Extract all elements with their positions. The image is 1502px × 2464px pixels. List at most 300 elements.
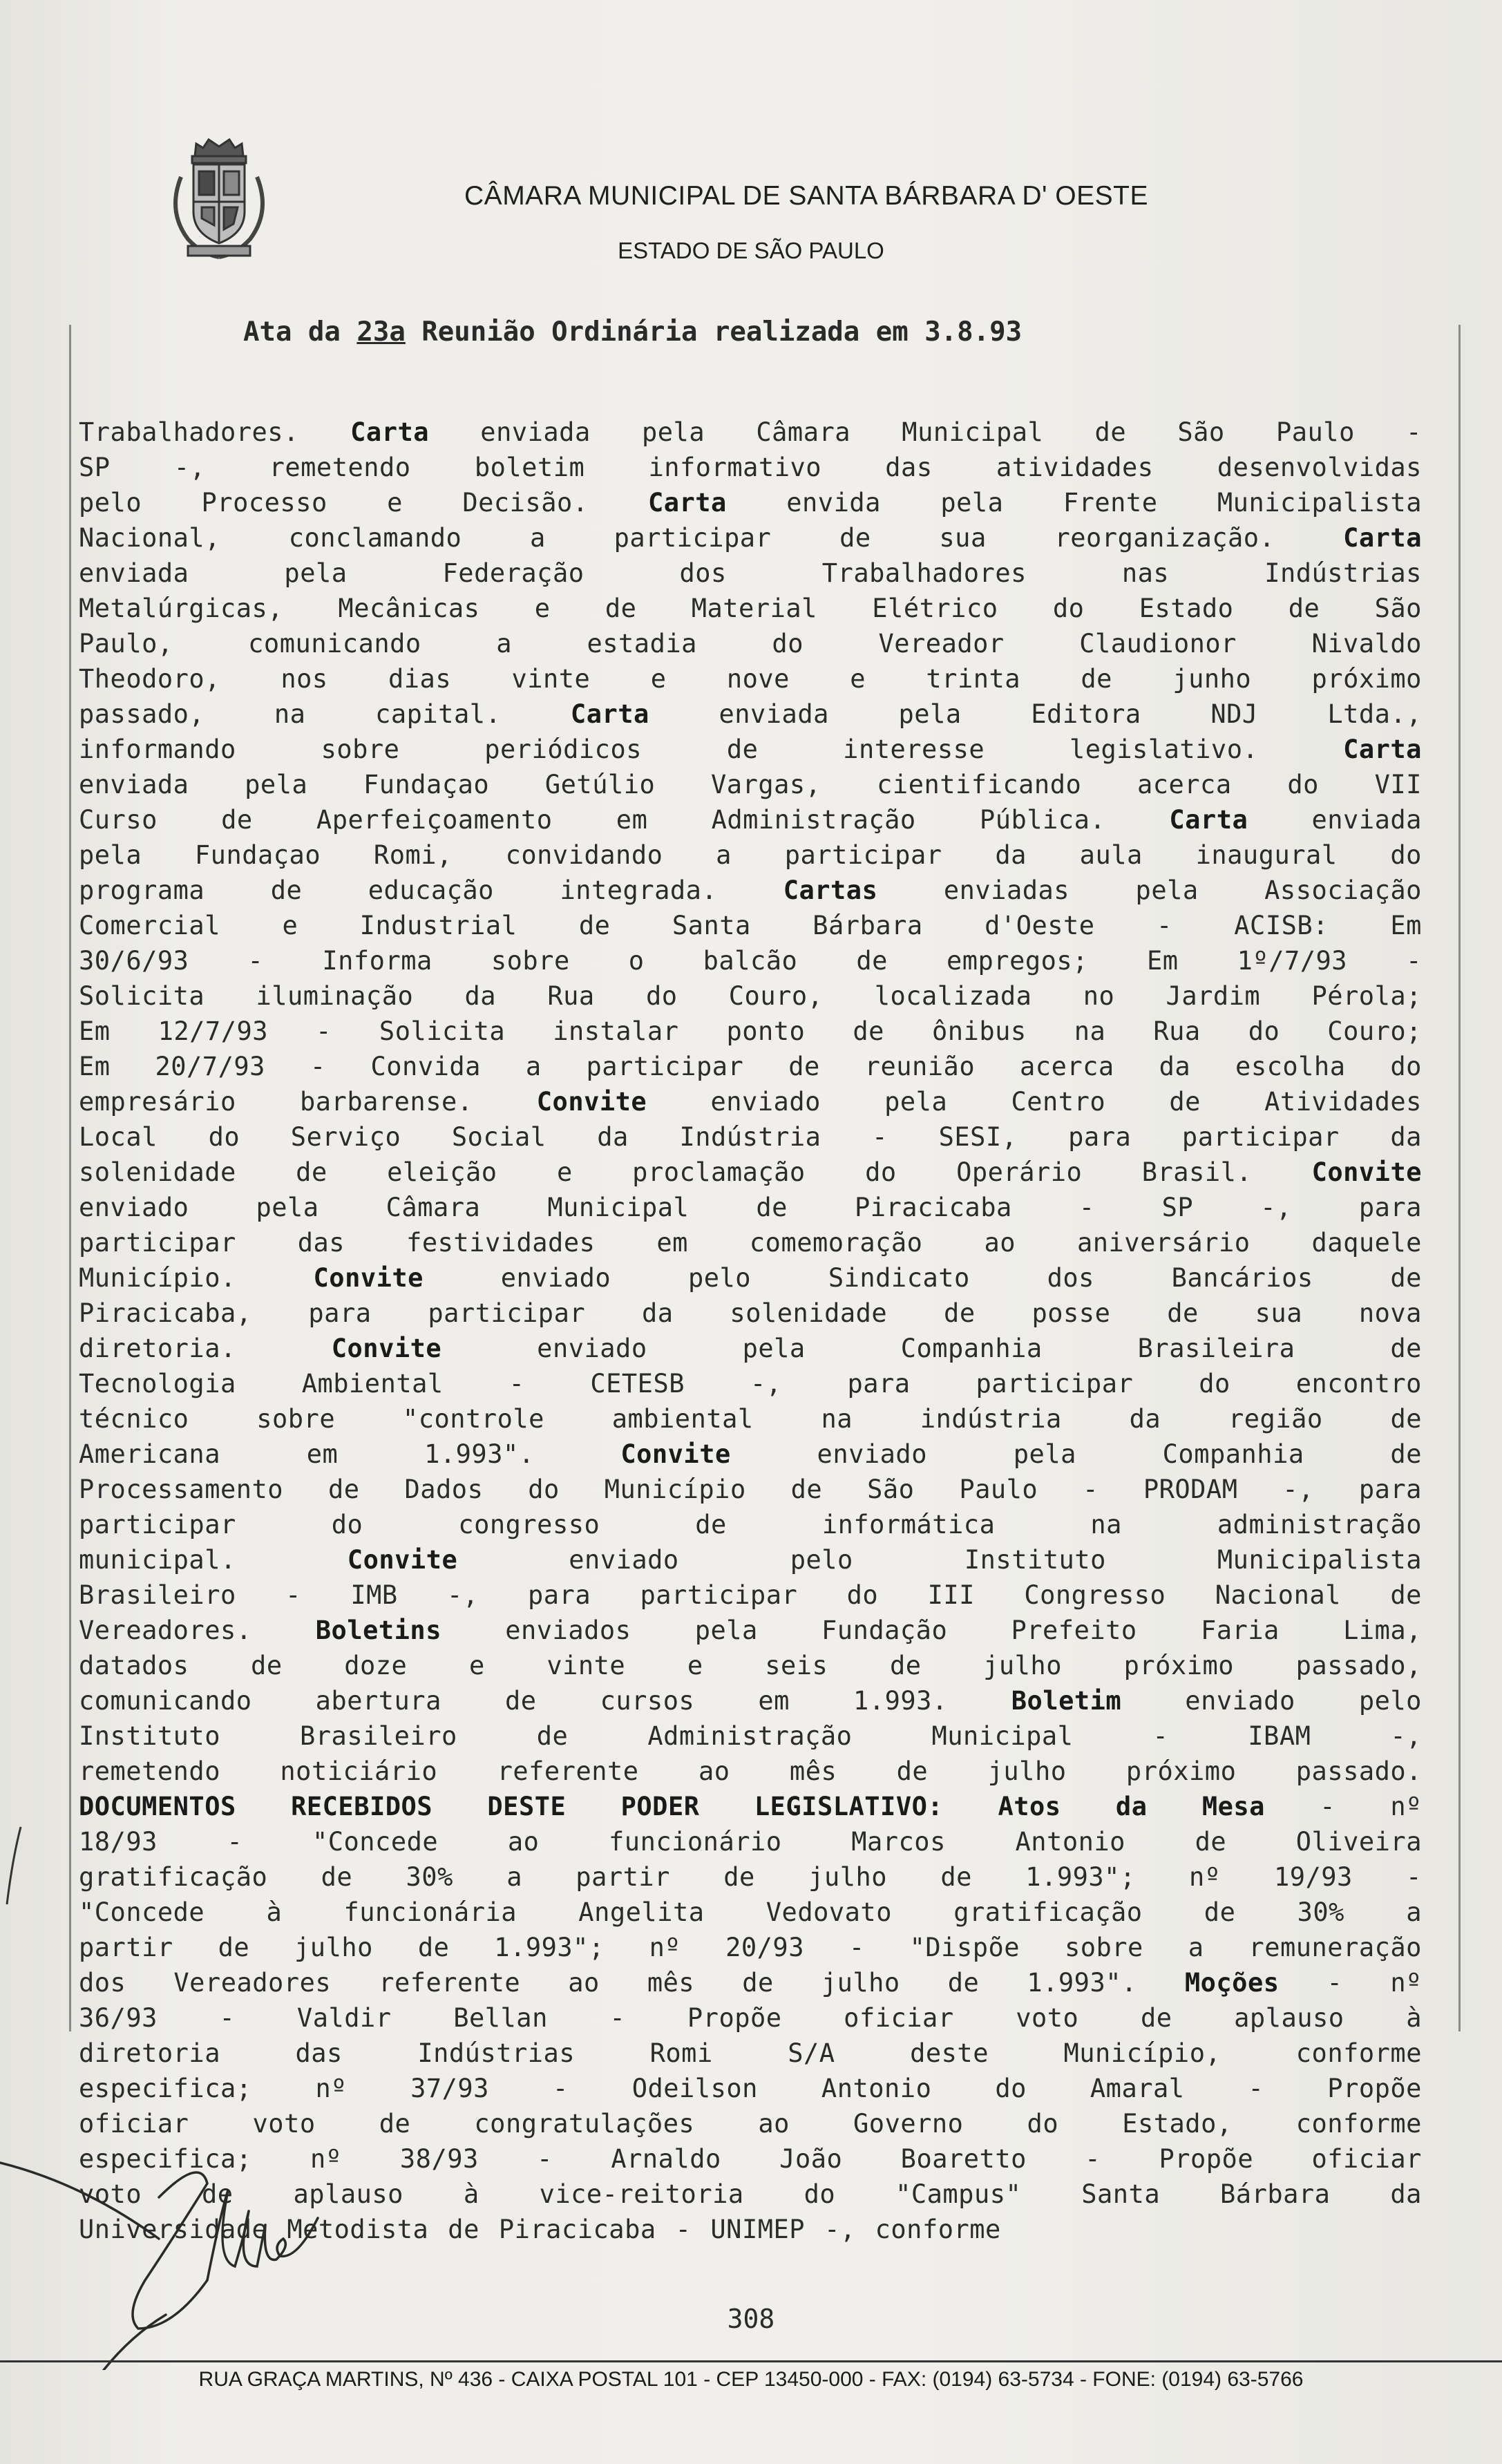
word: pela xyxy=(884,1087,948,1117)
word: de xyxy=(944,1298,976,1328)
word: 30% xyxy=(1297,1897,1344,1927)
word: Paulo, xyxy=(79,629,173,658)
text-line xyxy=(79,591,1422,626)
word: voto xyxy=(79,2179,142,2209)
word: - xyxy=(609,2003,626,2033)
word: ao xyxy=(984,1228,1016,1258)
bold-word: Boletim xyxy=(1011,1686,1122,1716)
bold-word: Carta xyxy=(350,417,430,447)
text-line xyxy=(79,943,1422,978)
word: mês xyxy=(789,1756,837,1786)
word: oficiar xyxy=(1311,2144,1422,2174)
word: III xyxy=(927,1580,975,1610)
word: de xyxy=(379,2109,411,2139)
word: julho xyxy=(983,1651,1062,1680)
word: Vereadores xyxy=(173,1968,332,1998)
word: julho xyxy=(821,1968,900,1998)
word: Boaretto xyxy=(900,2144,1027,2174)
word: sobre xyxy=(1064,1933,1143,1962)
word: - xyxy=(1083,1475,1099,1504)
word: Instituto xyxy=(964,1545,1106,1575)
word: - xyxy=(285,1580,301,1610)
bold-word: Convite xyxy=(1311,1157,1422,1187)
word: Angelita xyxy=(578,1897,705,1927)
word: nº xyxy=(310,2144,342,2174)
word: Operário xyxy=(956,1157,1083,1187)
word: Município, xyxy=(1063,2038,1221,2068)
text-line xyxy=(79,1683,1422,1718)
word: de xyxy=(756,1193,788,1222)
word: de xyxy=(788,1052,820,1081)
word: Associação xyxy=(1264,875,1422,905)
word: São xyxy=(867,1475,915,1504)
word: partir xyxy=(79,1933,173,1962)
word: 20/93 xyxy=(725,1933,804,1962)
word: datados xyxy=(79,1651,189,1680)
word: a xyxy=(496,629,512,658)
word: legislativo. xyxy=(1069,735,1259,764)
word: Piracicaba xyxy=(498,2215,656,2244)
word: do xyxy=(1199,1369,1230,1399)
word: empresário xyxy=(79,1087,236,1117)
word: em xyxy=(306,1439,339,1469)
text-line xyxy=(79,1084,1422,1119)
word: remetendo xyxy=(79,1756,220,1786)
text-line xyxy=(79,1577,1422,1613)
word: nº xyxy=(1189,1862,1221,1892)
word: conforme xyxy=(875,2215,1001,2244)
word: pela xyxy=(940,488,1004,518)
word: Comercial xyxy=(79,911,220,940)
word: Arnaldo xyxy=(611,2144,721,2174)
text-line xyxy=(79,450,1422,485)
word: João xyxy=(779,2144,843,2174)
word: -, xyxy=(173,453,206,482)
word: de xyxy=(839,523,871,553)
word: Indústria xyxy=(679,1122,821,1152)
word: de xyxy=(202,2179,234,2209)
word: de xyxy=(742,1968,774,1998)
word: CETESB xyxy=(590,1369,685,1399)
word: -, xyxy=(1390,1721,1422,1751)
word: Instituto xyxy=(79,1721,220,1751)
word: boletim xyxy=(474,453,585,482)
word: comunicando xyxy=(248,629,421,658)
word: 37/93 xyxy=(410,2074,489,2103)
word: enviado xyxy=(817,1439,927,1469)
word: Indústrias xyxy=(1264,558,1422,588)
word: Faria xyxy=(1200,1615,1280,1645)
word: dos xyxy=(679,558,727,588)
word: de xyxy=(448,2215,479,2244)
word: encontro xyxy=(1295,1369,1422,1399)
word: Brasileiro xyxy=(79,1580,236,1610)
word: Propõe xyxy=(1327,2074,1422,2103)
word: Editora xyxy=(1031,699,1141,729)
word: Informa xyxy=(322,946,432,976)
word: de xyxy=(1390,1334,1422,1363)
word: comunicando xyxy=(79,1686,252,1716)
word: - xyxy=(1406,946,1422,976)
word: - xyxy=(872,1122,888,1152)
word: Brasileiro xyxy=(300,1721,457,1751)
word: capital. xyxy=(375,699,502,729)
word: Município xyxy=(604,1475,746,1504)
word: aula xyxy=(1079,840,1143,870)
word: da xyxy=(995,840,1027,870)
word: 1.993"; xyxy=(494,1933,605,1962)
word: Fundação xyxy=(821,1615,948,1645)
word: da xyxy=(1159,1052,1191,1081)
word: Municipal xyxy=(902,417,1044,447)
minutes-body xyxy=(79,415,1422,2247)
word: Amaral xyxy=(1090,2074,1185,2103)
word: de xyxy=(889,1651,922,1680)
bold-word: DESTE xyxy=(487,1792,567,1821)
word: de xyxy=(1204,1897,1236,1927)
word: inaugural xyxy=(1195,840,1338,870)
word: cientificando xyxy=(877,770,1082,799)
word: passado, xyxy=(79,699,205,729)
word: São xyxy=(1177,417,1225,447)
word: em xyxy=(656,1228,688,1258)
margin-ink-mark xyxy=(0,1824,28,1907)
word: de xyxy=(1288,594,1320,623)
word: daquele xyxy=(1311,1228,1422,1258)
word: Marcos xyxy=(851,1827,946,1857)
word: participar xyxy=(976,1369,1134,1399)
word: educação xyxy=(368,875,494,905)
word: desenvolvidas xyxy=(1217,453,1422,482)
document-title xyxy=(243,316,1022,348)
word: informativo xyxy=(648,453,822,482)
word: ao xyxy=(698,1756,730,1786)
word: VII xyxy=(1374,770,1422,799)
word: Centro xyxy=(1011,1087,1106,1117)
word: e xyxy=(282,911,298,940)
word: -, xyxy=(824,2215,856,2244)
word: de xyxy=(321,1862,353,1892)
bold-word: Mesa xyxy=(1201,1792,1265,1821)
bold-word: Convite xyxy=(620,1439,731,1469)
word: iluminação xyxy=(256,981,414,1011)
word: sua xyxy=(939,523,987,553)
word: de xyxy=(1140,2003,1172,2033)
word: na xyxy=(1074,1016,1106,1046)
word: barbarense. xyxy=(300,1087,473,1117)
word: "Concede xyxy=(312,1827,439,1857)
word: na xyxy=(821,1404,853,1434)
word: do xyxy=(1390,840,1422,870)
word: convidando xyxy=(505,840,663,870)
word: oficiar xyxy=(844,2003,954,2033)
word: na xyxy=(274,699,306,729)
word: do xyxy=(1248,1016,1280,1046)
word: Nacional xyxy=(1215,1580,1341,1610)
word: Aperfeiçoamento xyxy=(316,805,553,835)
word: enviada xyxy=(480,417,591,447)
word: a xyxy=(1406,1897,1422,1927)
word: de xyxy=(1167,1298,1199,1328)
word: de xyxy=(1390,1404,1422,1434)
word: do xyxy=(1390,1052,1422,1081)
word: diretoria xyxy=(79,2038,220,2068)
word: a xyxy=(1188,1933,1204,1962)
word: Convida xyxy=(370,1052,481,1081)
word: noticiário xyxy=(280,1756,438,1786)
word: da xyxy=(1129,1404,1161,1434)
word: - xyxy=(310,1052,326,1081)
word: proclamação xyxy=(632,1157,806,1187)
word: - xyxy=(1320,1792,1336,1821)
text-line xyxy=(79,1155,1422,1190)
word: estadia xyxy=(587,629,697,658)
word: pela xyxy=(642,417,705,447)
word: Administração xyxy=(711,805,916,835)
word: Solicita xyxy=(79,981,205,1011)
word: próximo xyxy=(1123,1651,1235,1680)
text-line xyxy=(79,908,1422,943)
word: para xyxy=(847,1369,911,1399)
word: Antonio xyxy=(821,2074,932,2103)
word: julho xyxy=(987,1756,1067,1786)
word: Governo xyxy=(853,2109,964,2139)
word: da xyxy=(1390,2179,1422,2209)
text-line xyxy=(79,1542,1422,1577)
bold-word: Convite xyxy=(347,1545,458,1575)
bold-word: Boletins xyxy=(315,1615,441,1645)
word: próximo xyxy=(1125,1756,1237,1786)
word: Pérola; xyxy=(1311,981,1422,1011)
word: a xyxy=(716,840,732,870)
word: 1º/7/93 xyxy=(1237,946,1348,976)
word: localizada xyxy=(874,981,1032,1011)
word: abertura xyxy=(315,1686,441,1716)
title-prefix: Ata da xyxy=(243,316,357,348)
word: - xyxy=(537,2144,553,2174)
text-line xyxy=(79,1331,1422,1366)
word: São xyxy=(1374,594,1422,623)
word: funcionária xyxy=(343,1897,517,1927)
text-line xyxy=(79,2000,1422,2036)
word: vinte xyxy=(546,1651,626,1680)
word: ao xyxy=(507,1827,540,1857)
word: deste xyxy=(910,2038,989,2068)
word: conclamando xyxy=(288,523,462,553)
word: 19/93 xyxy=(1273,1862,1353,1892)
institution-name: CÂMARA MUNICIPAL DE SANTA BÁRBARA D' OESTE xyxy=(464,181,1148,211)
word: a xyxy=(506,1862,522,1892)
bold-word: Convite xyxy=(536,1087,647,1117)
word: para xyxy=(1358,1193,1422,1222)
word: Rua xyxy=(1153,1016,1201,1046)
text-line xyxy=(79,1296,1422,1331)
word: pelo xyxy=(790,1545,853,1575)
word: enviadas xyxy=(943,875,1070,905)
word: pela xyxy=(245,770,308,799)
word: do xyxy=(1287,770,1319,799)
word: SP xyxy=(79,453,111,482)
word: pela xyxy=(284,558,348,588)
word: em xyxy=(616,805,648,835)
bold-word: Carta xyxy=(1343,735,1422,764)
text-line xyxy=(79,1049,1422,1084)
word: - xyxy=(552,2074,569,2103)
word: de xyxy=(896,1756,929,1786)
word: das xyxy=(295,2038,343,2068)
word: pela xyxy=(256,1193,319,1222)
word: Em xyxy=(79,1016,111,1046)
word: participar xyxy=(586,1052,744,1081)
text-line xyxy=(79,837,1422,873)
text-line xyxy=(79,1965,1422,2000)
word: do xyxy=(1052,594,1085,623)
page-number: 308 xyxy=(727,2304,775,2334)
word: Brasil. xyxy=(1141,1157,1253,1187)
text-line xyxy=(79,1366,1422,1401)
text-line xyxy=(79,626,1422,661)
right-margin-rule xyxy=(1458,325,1461,2031)
word: de xyxy=(726,735,759,764)
title-suffix: Reunião Ordinária realizada em 3.8.93 xyxy=(405,316,1023,348)
text-line xyxy=(79,415,1422,450)
bold-word: Convite xyxy=(331,1334,442,1363)
word: participar xyxy=(784,840,942,870)
text-line xyxy=(79,802,1422,837)
word: Propõe xyxy=(687,2003,782,2033)
word: pela xyxy=(742,1334,806,1363)
word: Claudionor xyxy=(1079,629,1237,658)
text-line xyxy=(79,1789,1422,1824)
word: 30% xyxy=(406,1862,453,1892)
word: programa xyxy=(79,875,205,905)
word: Metodista xyxy=(287,2215,429,2244)
word: enviado xyxy=(710,1087,821,1117)
bold-word: LEGISLATIVO: xyxy=(754,1792,944,1821)
word: festividades xyxy=(406,1228,596,1258)
word: Municipalista xyxy=(1217,1545,1422,1575)
word: Ambiental xyxy=(301,1369,444,1399)
word: para xyxy=(1358,1475,1422,1504)
word: participar xyxy=(428,1298,586,1328)
word: sobre xyxy=(491,946,570,976)
word: enviado xyxy=(500,1263,611,1293)
bold-word: Carta xyxy=(1169,805,1248,835)
word: enviado xyxy=(1185,1686,1295,1716)
word: posse xyxy=(1032,1298,1111,1328)
word: 30/6/93 xyxy=(79,946,189,976)
word: - xyxy=(1327,1968,1343,1998)
text-line xyxy=(79,1895,1422,1930)
text-line xyxy=(79,1190,1422,1225)
word: ambiental xyxy=(611,1404,754,1434)
text-line xyxy=(79,1401,1422,1437)
bold-word: DOCUMENTOS xyxy=(79,1792,236,1821)
word: do xyxy=(645,981,678,1011)
word: 36/93 xyxy=(79,2003,158,2033)
word: e xyxy=(687,1651,703,1680)
word: escolha xyxy=(1235,1052,1346,1081)
word: remetendo xyxy=(269,453,411,482)
word: - xyxy=(508,1369,525,1399)
word: Companhia xyxy=(1162,1439,1304,1469)
word: Câmara xyxy=(756,417,851,447)
word: pela xyxy=(79,840,142,870)
word: - xyxy=(1078,1193,1095,1222)
word: - xyxy=(316,1016,332,1046)
bold-word: Carta xyxy=(1343,523,1422,553)
word: seis xyxy=(765,1651,828,1680)
word: julho xyxy=(294,1933,373,1962)
word: Valdir xyxy=(296,2003,392,2033)
word: periódicos xyxy=(484,735,643,764)
text-line xyxy=(79,556,1422,591)
word: Ltda., xyxy=(1327,699,1422,729)
word: especifica; xyxy=(79,2144,252,2174)
word: ao xyxy=(568,1968,600,1998)
word: de xyxy=(1390,1263,1422,1293)
text-line xyxy=(79,732,1422,767)
word: do xyxy=(1027,2109,1059,2139)
word: Solicita xyxy=(379,1016,506,1046)
word: Piracicaba xyxy=(854,1193,1012,1222)
word: "Campus" xyxy=(895,2179,1022,2209)
word: do xyxy=(995,2074,1027,2103)
word: Câmara xyxy=(386,1193,481,1222)
word: para xyxy=(308,1298,372,1328)
word: Mecânicas xyxy=(338,594,480,623)
word: de xyxy=(578,911,611,940)
text-line xyxy=(79,661,1422,696)
text-line xyxy=(79,520,1422,556)
word: Municipal xyxy=(931,1721,1074,1751)
word: do xyxy=(846,1580,879,1610)
word: IBAM xyxy=(1248,1721,1311,1751)
text-line xyxy=(79,2036,1422,2071)
word: - xyxy=(1152,1721,1169,1751)
word: Americana xyxy=(79,1439,220,1469)
state-name: ESTADO DE SÃO PAULO xyxy=(618,238,884,263)
word: participar xyxy=(614,523,772,553)
word: IMB xyxy=(350,1580,398,1610)
word: e xyxy=(556,1157,573,1187)
word: enviado xyxy=(569,1545,679,1575)
word: Bancários xyxy=(1171,1263,1313,1293)
word: de xyxy=(856,946,888,976)
text-line xyxy=(79,1930,1422,1965)
word: - xyxy=(1248,2074,1264,2103)
word: passado, xyxy=(1295,1651,1422,1680)
word: junho xyxy=(1172,664,1252,694)
word: ACISB: xyxy=(1234,911,1329,940)
word: Paulo xyxy=(959,1475,1038,1504)
word: do xyxy=(865,1157,897,1187)
left-margin-rule xyxy=(69,325,71,2031)
word: informática xyxy=(821,1510,996,1539)
word: municipal. xyxy=(79,1545,236,1575)
word: acerca xyxy=(1020,1052,1114,1081)
word: reunião xyxy=(864,1052,976,1081)
bold-word: RECEBIDOS xyxy=(291,1792,433,1821)
bold-word: Moções xyxy=(1184,1968,1280,1998)
text-line xyxy=(79,1119,1422,1155)
word: Município. xyxy=(79,1263,236,1293)
word: Tecnologia xyxy=(79,1369,236,1399)
word: enviados xyxy=(505,1615,631,1645)
word: "Dispõe xyxy=(909,1933,1020,1962)
word: Rua xyxy=(547,981,595,1011)
word: sobre xyxy=(256,1404,336,1434)
